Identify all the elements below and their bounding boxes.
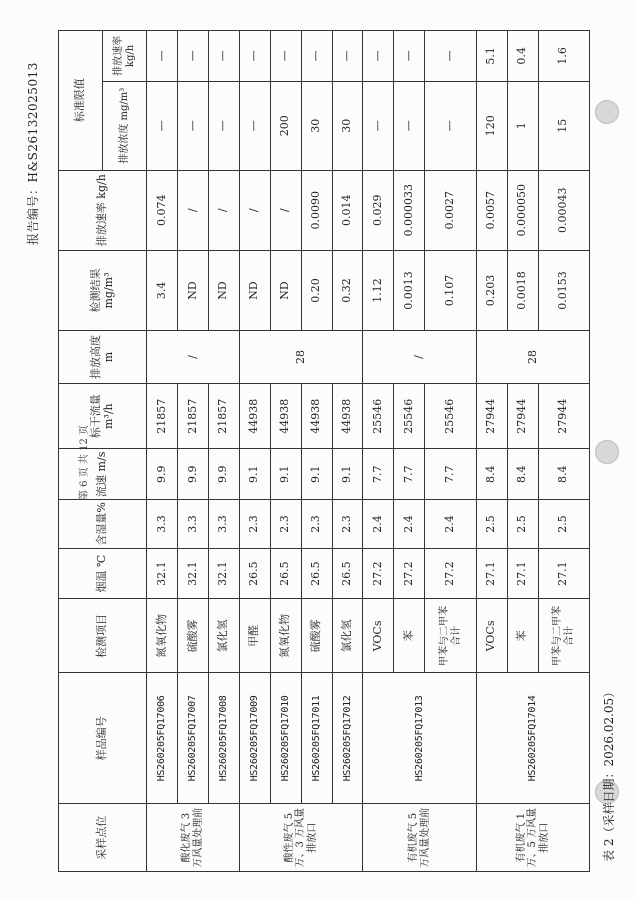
header-standard: 标准限值 bbox=[59, 31, 103, 171]
cell-item: 氮氧化物 bbox=[147, 599, 178, 673]
cell-rate: 0.000033 bbox=[394, 170, 425, 250]
cell-velocity: 9.1 bbox=[301, 449, 332, 500]
cell-temp: 27.2 bbox=[394, 548, 425, 599]
cell-conc: 0.0018 bbox=[507, 250, 538, 330]
cell-std-conc: — bbox=[394, 81, 425, 170]
header-flow: 标干流量 m³/h bbox=[59, 383, 147, 449]
cell-std-rate: — bbox=[239, 31, 270, 82]
cell-location: 酸性废气 5 万、3 万风量排放口 bbox=[239, 804, 363, 872]
cell-std-conc: — bbox=[239, 81, 270, 170]
cell-item: 氯化氢 bbox=[332, 599, 363, 673]
cell-rate: / bbox=[270, 170, 301, 250]
cell-conc: 0.20 bbox=[301, 250, 332, 330]
cell-moisture: 2.3 bbox=[301, 500, 332, 549]
cell-std-rate: — bbox=[177, 31, 208, 82]
cell-conc: 0.203 bbox=[476, 250, 507, 330]
cell-std-conc: — bbox=[177, 81, 208, 170]
header-std-rate: 排放速率 kg/h bbox=[103, 31, 147, 82]
cell-temp: 26.5 bbox=[239, 548, 270, 599]
cell-rate: 0.0027 bbox=[425, 170, 476, 250]
cell-std-conc: — bbox=[147, 81, 178, 170]
header-std-conc: 排放浓度 mg/m³ bbox=[103, 81, 147, 170]
header-item: 检测项目 bbox=[59, 599, 147, 673]
cell-height: / bbox=[363, 331, 476, 384]
cell-temp: 27.1 bbox=[476, 548, 507, 599]
header-conc: 检测结果 mg/m³ bbox=[59, 250, 147, 330]
cell-velocity: 9.9 bbox=[208, 449, 239, 500]
cell-item: 氮氧化物 bbox=[270, 599, 301, 673]
cell-flow: 44938 bbox=[301, 383, 332, 449]
cell-std-rate: — bbox=[147, 31, 178, 82]
cell-rate: / bbox=[239, 170, 270, 250]
cell-std-rate: — bbox=[425, 31, 476, 82]
cell-std-conc: 30 bbox=[332, 81, 363, 170]
cell-std-conc: 1 bbox=[507, 81, 538, 170]
cell-sample-id: HS260205FQ17007 bbox=[177, 673, 208, 804]
cell-temp: 27.2 bbox=[425, 548, 476, 599]
cell-moisture: 3.3 bbox=[208, 500, 239, 549]
cell-item: 苯 bbox=[507, 599, 538, 673]
header-rate: 排放速率 kg/h bbox=[59, 170, 147, 250]
cell-moisture: 2.3 bbox=[270, 500, 301, 549]
cell-std-conc: — bbox=[425, 81, 476, 170]
cell-std-rate: — bbox=[208, 31, 239, 82]
cell-moisture: 2.4 bbox=[394, 500, 425, 549]
cell-conc: 0.0013 bbox=[394, 250, 425, 330]
page-footer: 第 6 页 共 12 页 bbox=[79, 425, 90, 500]
cell-rate: 0.000050 bbox=[507, 170, 538, 250]
table-row bbox=[177, 31, 208, 872]
cell-rate: 0.00043 bbox=[538, 170, 589, 250]
cell-moisture: 3.3 bbox=[147, 500, 178, 549]
table-row bbox=[239, 31, 270, 872]
cell-moisture: 2.5 bbox=[507, 500, 538, 549]
table-row bbox=[208, 31, 239, 872]
cell-temp: 32.1 bbox=[208, 548, 239, 599]
cell-temp: 26.5 bbox=[301, 548, 332, 599]
cell-temp: 26.5 bbox=[332, 548, 363, 599]
cell-moisture: 2.5 bbox=[538, 500, 589, 549]
cell-location: 酸化废气 3 万风量处理前 bbox=[147, 804, 240, 872]
table-row bbox=[332, 31, 363, 872]
cell-rate: / bbox=[208, 170, 239, 250]
header-moisture: 含湿量% bbox=[59, 500, 147, 549]
cell-std-conc: 120 bbox=[476, 81, 507, 170]
cell-item: 硫酸雾 bbox=[177, 599, 208, 673]
cell-std-rate: 0.4 bbox=[507, 31, 538, 82]
cell-moisture: 2.4 bbox=[363, 500, 394, 549]
cell-conc: 0.0153 bbox=[538, 250, 589, 330]
cell-velocity: 9.1 bbox=[270, 449, 301, 500]
cell-flow: 21857 bbox=[177, 383, 208, 449]
cell-flow: 27944 bbox=[538, 383, 589, 449]
table-caption: 表 2（采样日期：2026.02.05） bbox=[602, 685, 616, 862]
header-height: 排放高度 m bbox=[59, 331, 147, 384]
cell-sample-id: HS260205FQ17006 bbox=[147, 673, 178, 804]
cell-location: 有机废气 1 万、5 万风量排放口 bbox=[476, 804, 589, 872]
cell-item: 甲苯与二甲苯合计 bbox=[538, 599, 589, 673]
cell-item: 甲苯与二甲苯合计 bbox=[425, 599, 476, 673]
cell-sample-id: HS260205FQ17011 bbox=[301, 673, 332, 804]
cell-std-rate: — bbox=[332, 31, 363, 82]
header-sample-id: 样品编号 bbox=[59, 673, 147, 804]
cell-item: 氯化氢 bbox=[208, 599, 239, 673]
cell-rate: 0.029 bbox=[363, 170, 394, 250]
cell-temp: 26.5 bbox=[270, 548, 301, 599]
cell-moisture: 3.3 bbox=[177, 500, 208, 549]
cell-item: 甲醛 bbox=[239, 599, 270, 673]
cell-item: VOCs bbox=[476, 599, 507, 673]
cell-velocity: 9.1 bbox=[332, 449, 363, 500]
emission-results-table bbox=[58, 30, 590, 872]
cell-std-rate: — bbox=[363, 31, 394, 82]
cell-flow: 25546 bbox=[425, 383, 476, 449]
cell-velocity: 8.4 bbox=[476, 449, 507, 500]
cell-std-rate: 1.6 bbox=[538, 31, 589, 82]
cell-std-conc: — bbox=[363, 81, 394, 170]
cell-velocity: 8.4 bbox=[507, 449, 538, 500]
cell-std-conc: 200 bbox=[270, 81, 301, 170]
cell-height: 28 bbox=[239, 331, 363, 384]
cell-std-rate: — bbox=[270, 31, 301, 82]
cell-sample-id: HS260205FQ17009 bbox=[239, 673, 270, 804]
cell-flow: 21857 bbox=[147, 383, 178, 449]
cell-rate: / bbox=[177, 170, 208, 250]
cell-conc: ND bbox=[208, 250, 239, 330]
cell-moisture: 2.4 bbox=[425, 500, 476, 549]
cell-conc: ND bbox=[239, 250, 270, 330]
cell-sample-id: HS260205FQ17010 bbox=[270, 673, 301, 804]
cell-rate: 0.074 bbox=[147, 170, 178, 250]
report-number: 报告编号：H&S26132025013 bbox=[26, 62, 40, 245]
cell-height: 28 bbox=[476, 331, 589, 384]
cell-velocity: 7.7 bbox=[363, 449, 394, 500]
cell-velocity: 9.1 bbox=[239, 449, 270, 500]
table-row bbox=[301, 31, 332, 872]
header-temp: 烟温 ℃ bbox=[59, 548, 147, 599]
cell-item: 苯 bbox=[394, 599, 425, 673]
cell-flow: 27944 bbox=[476, 383, 507, 449]
cell-flow: 44938 bbox=[239, 383, 270, 449]
cell-std-conc: 15 bbox=[538, 81, 589, 170]
cell-conc: 0.32 bbox=[332, 250, 363, 330]
cell-item: VOCs bbox=[363, 599, 394, 673]
cell-sample-id: HS260205FQ17013 bbox=[363, 673, 476, 804]
cell-rate: 0.0057 bbox=[476, 170, 507, 250]
cell-conc: 0.107 bbox=[425, 250, 476, 330]
cell-velocity: 7.7 bbox=[425, 449, 476, 500]
table-row bbox=[147, 31, 178, 872]
cell-temp: 27.2 bbox=[363, 548, 394, 599]
cell-temp: 32.1 bbox=[177, 548, 208, 599]
cell-sample-id: HS260205FQ17014 bbox=[476, 673, 589, 804]
cell-flow: 27944 bbox=[507, 383, 538, 449]
cell-conc: ND bbox=[177, 250, 208, 330]
cell-rate: 0.0090 bbox=[301, 170, 332, 250]
table-row bbox=[476, 31, 507, 872]
header-velocity: 流速 m/s bbox=[59, 449, 147, 500]
cell-temp: 32.1 bbox=[147, 548, 178, 599]
cell-velocity: 8.4 bbox=[538, 449, 589, 500]
cell-moisture: 2.5 bbox=[476, 500, 507, 549]
cell-conc: 3.4 bbox=[147, 250, 178, 330]
cell-temp: 27.1 bbox=[507, 548, 538, 599]
cell-conc: ND bbox=[270, 250, 301, 330]
cell-flow: 25546 bbox=[363, 383, 394, 449]
cell-std-conc: 30 bbox=[301, 81, 332, 170]
cell-velocity: 9.9 bbox=[177, 449, 208, 500]
table-row bbox=[270, 31, 301, 872]
cell-rate: 0.014 bbox=[332, 170, 363, 250]
cell-flow: 44938 bbox=[270, 383, 301, 449]
cell-flow: 44938 bbox=[332, 383, 363, 449]
cell-std-rate: — bbox=[301, 31, 332, 82]
cell-moisture: 2.3 bbox=[332, 500, 363, 549]
cell-std-rate: 5.1 bbox=[476, 31, 507, 82]
cell-item: 硫酸雾 bbox=[301, 599, 332, 673]
cell-moisture: 2.3 bbox=[239, 500, 270, 549]
cell-velocity: 9.9 bbox=[147, 449, 178, 500]
cell-std-conc: — bbox=[208, 81, 239, 170]
header-location: 采样点位 bbox=[59, 804, 147, 872]
cell-std-rate: — bbox=[394, 31, 425, 82]
table-row bbox=[363, 31, 394, 872]
cell-flow: 21857 bbox=[208, 383, 239, 449]
cell-flow: 25546 bbox=[394, 383, 425, 449]
cell-velocity: 7.7 bbox=[394, 449, 425, 500]
cell-temp: 27.1 bbox=[538, 548, 589, 599]
cell-sample-id: HS260205FQ17008 bbox=[208, 673, 239, 804]
cell-location: 有机废气 5 万风量处理前 bbox=[363, 804, 476, 872]
cell-height: / bbox=[147, 331, 240, 384]
cell-sample-id: HS260205FQ17012 bbox=[332, 673, 363, 804]
cell-conc: 1.12 bbox=[363, 250, 394, 330]
